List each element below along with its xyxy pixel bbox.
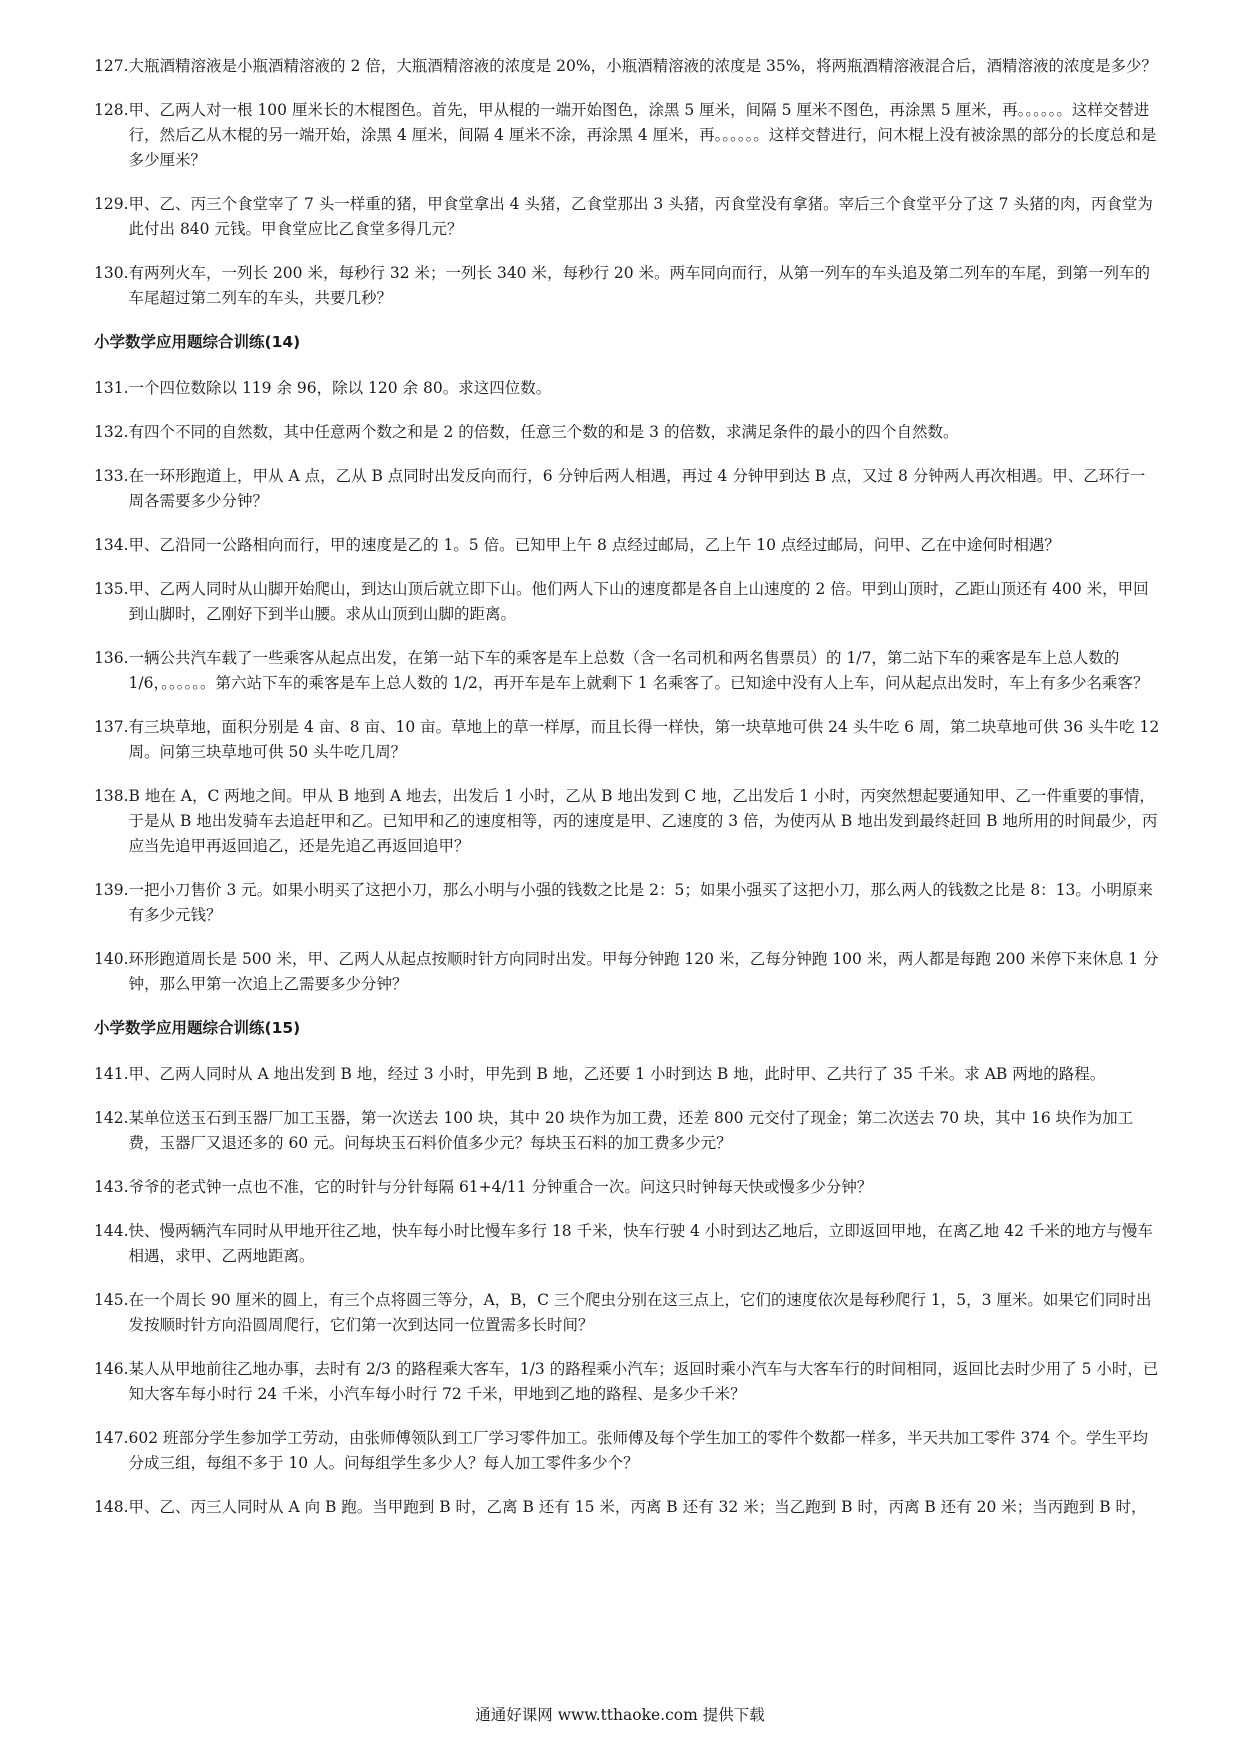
problem-item xyxy=(94,784,1160,859)
problem-item xyxy=(94,646,1160,696)
problem-number: 133. xyxy=(94,467,129,485)
problem-number: 146. xyxy=(94,1360,129,1378)
problem-number: 127. xyxy=(94,57,129,75)
problem-text: 一辆公共汽车载了一些乘客从起点出发，在第一站下车的乘客是车上总数（含一名司机和两名售票员）的 1/7，第二站下车的乘客是车上总人数的 1/6，。。。。。。第六站下车的乘客是车上总人数的 1/2，再开车是车上就剩下 1 名乘客了。已知途中没有人上车，问从起点出发时，车上有多少名乘客？ xyxy=(128,649,1149,692)
problem-item xyxy=(94,1288,1160,1338)
problem-number: 147. xyxy=(94,1429,129,1447)
problem-text: 在一环形跑道上，甲从 A 点，乙从 B 点同时出发反向而行，6 分钟后两人相遇，再过 4 分钟甲到达 B 点，又过 8 分钟两人再次相遇。甲、乙环行一周各需要多少分钟？ xyxy=(128,467,1146,510)
problem-text: 环形跑道周长是 500 米，甲、乙两人从起点按顺时针方向同时出发。甲每分钟跑 120 米，乙每分钟跑 100 米，两人都是每跑 200 米停下来休息 1 分钟，那么甲第一次追上乙需要多少分钟？ xyxy=(128,950,1159,993)
problem-number: 139. xyxy=(94,881,129,899)
problem-number: 141. xyxy=(94,1065,129,1083)
problem-text: 有四个不同的自然数，其中任意两个数之和是 2 的倍数，任意三个数的和是 3 的倍数，求满足条件的最小的四个自然数。 xyxy=(128,423,959,441)
problem-item xyxy=(94,715,1160,765)
problem-number: 134. xyxy=(94,536,129,554)
problem-item xyxy=(94,192,1160,242)
problem-number: 138. xyxy=(94,787,129,805)
problem-item xyxy=(94,1175,1160,1200)
problem-number: 128. xyxy=(94,101,129,119)
problem-item xyxy=(94,1062,1160,1087)
problem-text: 甲、乙沿同一公路相向而行，甲的速度是乙的 1。5 倍。已知甲上午 8 点经过邮局，乙上午 10 点经过邮局，问甲、乙在中途何时相遇？ xyxy=(128,536,1060,554)
problem-text: 602 班部分学生参加学工劳动，由张师傅领队到工厂学习零件加工。张师傅及每个学生加工的零件个数都一样多，半天共加工零件 374 个。学生平均分成三组，每组不多于 10 人。问每组学生多少人？每人加工零件多少个？ xyxy=(128,1429,1148,1472)
problem-text: 有三块草地，面积分别是 4 亩、8 亩、10 亩。草地上的草一样厚，而且长得一样快，第一块草地可供 24 头牛吃 6 周，第二块草地可供 36 头牛吃 12 周。问第三块草地可供 50 头牛吃几周？ xyxy=(128,718,1160,761)
problem-item xyxy=(94,577,1160,627)
problem-number: 129. xyxy=(94,195,129,213)
problem-text: 一把小刀售价 3 元。如果小明买了这把小刀，那么小明与小强的钱数之比是 2：5；如果小强买了这把小刀，那么两人的钱数之比是 8：13。小明原来有多少元钱？ xyxy=(128,881,1153,924)
section-title: 小学数学应用题综合训练(15) xyxy=(94,1019,301,1037)
problem-item xyxy=(94,261,1160,311)
document-page xyxy=(94,54,1160,1539)
problem-text: 甲、乙、丙三个食堂宰了 7 头一样重的猪，甲食堂拿出 4 头猪，乙食堂那出 3 头猪，丙食堂没有拿猪。宰后三个食堂平分了这 7 头猪的肉，丙食堂为此付出 840 元钱。甲食堂应比乙食堂多得几元？ xyxy=(128,195,1153,238)
problem-item xyxy=(94,376,1160,401)
problem-number: 142. xyxy=(94,1109,129,1127)
problem-text: 某单位送玉石到玉器厂加工玉器，第一次送去 100 块，其中 20 块作为加工费，还差 800 元交付了现金；第二次送去 70 块，其中 16 块作为加工费，玉器厂又退还多的 60 元。问每块玉石料价值多少元？每块玉石料的加工费多少元？ xyxy=(128,1109,1134,1152)
problem-number: 140. xyxy=(94,950,129,968)
problem-number: 148. xyxy=(94,1498,129,1516)
problem-number: 144. xyxy=(94,1222,129,1240)
problem-number: 136. xyxy=(94,649,129,667)
problem-item xyxy=(94,420,1160,445)
problem-item xyxy=(94,533,1160,558)
problem-text: 在一个周长 90 厘米的圆上，有三个点将圆三等分，A，B，C 三个爬虫分别在这三点上，它们的速度依次是每秒爬行 1，5，3 厘米。如果它们同时出发按顺时针方向沿圆周爬行，它们第一次到达同一位置需多长时间？ xyxy=(128,1291,1152,1334)
problem-number: 131. xyxy=(94,379,129,397)
problem-item xyxy=(94,947,1160,997)
problem-text: 甲、乙两人同时从山脚开始爬山，到达山顶后就立即下山。他们两人下山的速度都是各自上山速度的 2 倍。甲到山顶时，乙距山顶还有 400 米，甲回到山脚时，乙刚好下到半山腰。求从山顶到山脚的距离。 xyxy=(128,580,1149,623)
problem-number: 130. xyxy=(94,264,129,282)
problem-text: 甲、乙两人同时从 A 地出发到 B 地，经过 3 小时，甲先到 B 地，乙还要 1 小时到达 B 地，此时甲、乙共行了 35 千米。求 AB 两地的路程。 xyxy=(128,1065,1106,1083)
problem-item xyxy=(94,464,1160,514)
problem-number: 137. xyxy=(94,718,129,736)
problem-text: 爷爷的老式钟一点也不准，它的时针与分针每隔 61+4/11 分钟重合一次。问这只时钟每天快或慢多少分钟？ xyxy=(128,1178,873,1196)
problem-text: 某人从甲地前往乙地办事，去时有 2/3 的路程乘大客车，1/3 的路程乘小汽车；返回时乘小汽车与大客车行的时间相同，返回比去时少用了 5 小时，已知大客车每小时行 24 千米，小汽车每小时行 72 千米，甲地到乙地的路程、是多少千米？ xyxy=(128,1360,1159,1403)
problem-item xyxy=(94,54,1160,79)
problem-text: 甲、乙两人对一根 100 厘米长的木棍图色。首先，甲从棍的一端开始图色，涂黑 5 厘米，间隔 5 厘米不图色，再涂黑 5 厘米，再。。。。。。这样交替进行，然后乙从木棍的另一端开始，涂黑 4 厘米，间隔 4 厘米不涂，再涂黑 4 厘米，再。。。。。。这样交替进行，问木棍上没有被涂黑的部分的长度总和是多少厘米？ xyxy=(128,101,1157,169)
problem-number: 135. xyxy=(94,580,129,598)
problem-item xyxy=(94,1357,1160,1407)
problem-item xyxy=(94,1426,1160,1476)
page-footer: 通通好课网 www.tthaoke.com 提供下载 xyxy=(475,1706,765,1724)
section-title: 小学数学应用题综合训练(14) xyxy=(94,333,301,351)
problem-number: 145. xyxy=(94,1291,129,1309)
problem-item xyxy=(94,1495,1160,1520)
problem-text: 大瓶酒精溶液是小瓶酒精溶液的 2 倍，大瓶酒精溶液的浓度是 20%，小瓶酒精溶液的浓度是 35%，将两瓶酒精溶液混合后，酒精溶液的浓度是多少？ xyxy=(128,57,1157,75)
problem-item xyxy=(94,878,1160,928)
problem-item xyxy=(94,1106,1160,1156)
problem-number: 132. xyxy=(94,423,129,441)
problem-text: 一个四位数除以 119 余 96，除以 120 余 80。求这四位数。 xyxy=(128,379,552,397)
problem-text: 快、慢两辆汽车同时从甲地开往乙地，快车每小时比慢车多行 18 千米，快车行驶 4 小时到达乙地后，立即返回甲地，在离乙地 42 千米的地方与慢车相遇，求甲、乙两地距离。 xyxy=(128,1222,1153,1265)
problem-item xyxy=(94,98,1160,173)
problem-text: 有两列火车，一列长 200 米，每秒行 32 米；一列长 340 米，每秒行 20 米。两车同向而行，从第一列车的车头追及第二列车的车尾，到第一列车的车尾超过第二列车的车头，共要几秒？ xyxy=(128,264,1151,307)
problem-number: 143. xyxy=(94,1178,129,1196)
problem-text: 甲、乙、丙三人同时从 A 向 B 跑。当甲跑到 B 时，乙离 B 还有 15 米，丙离 B 还有 32 米；当乙跑到 B 时，丙离 B 还有 20 米；当丙跑到 B 时， xyxy=(128,1498,1147,1516)
problem-text: B 地在 A，C 两地之间。甲从 B 地到 A 地去，出发后 1 小时，乙从 B 地出发到 C 地，乙出发后 1 小时，丙突然想起要通知甲、乙一件重要的事情，于是从 B 地出发骑车去追赶甲和乙。已知甲和乙的速度相等，丙的速度是甲、乙速度的 3 倍，为使丙从 B 地出发到最终赶回 B 地所用的时间最少，丙应当先追甲再返回追乙，还是先追乙再返回追甲？ xyxy=(128,787,1158,855)
problem-item xyxy=(94,1219,1160,1269)
